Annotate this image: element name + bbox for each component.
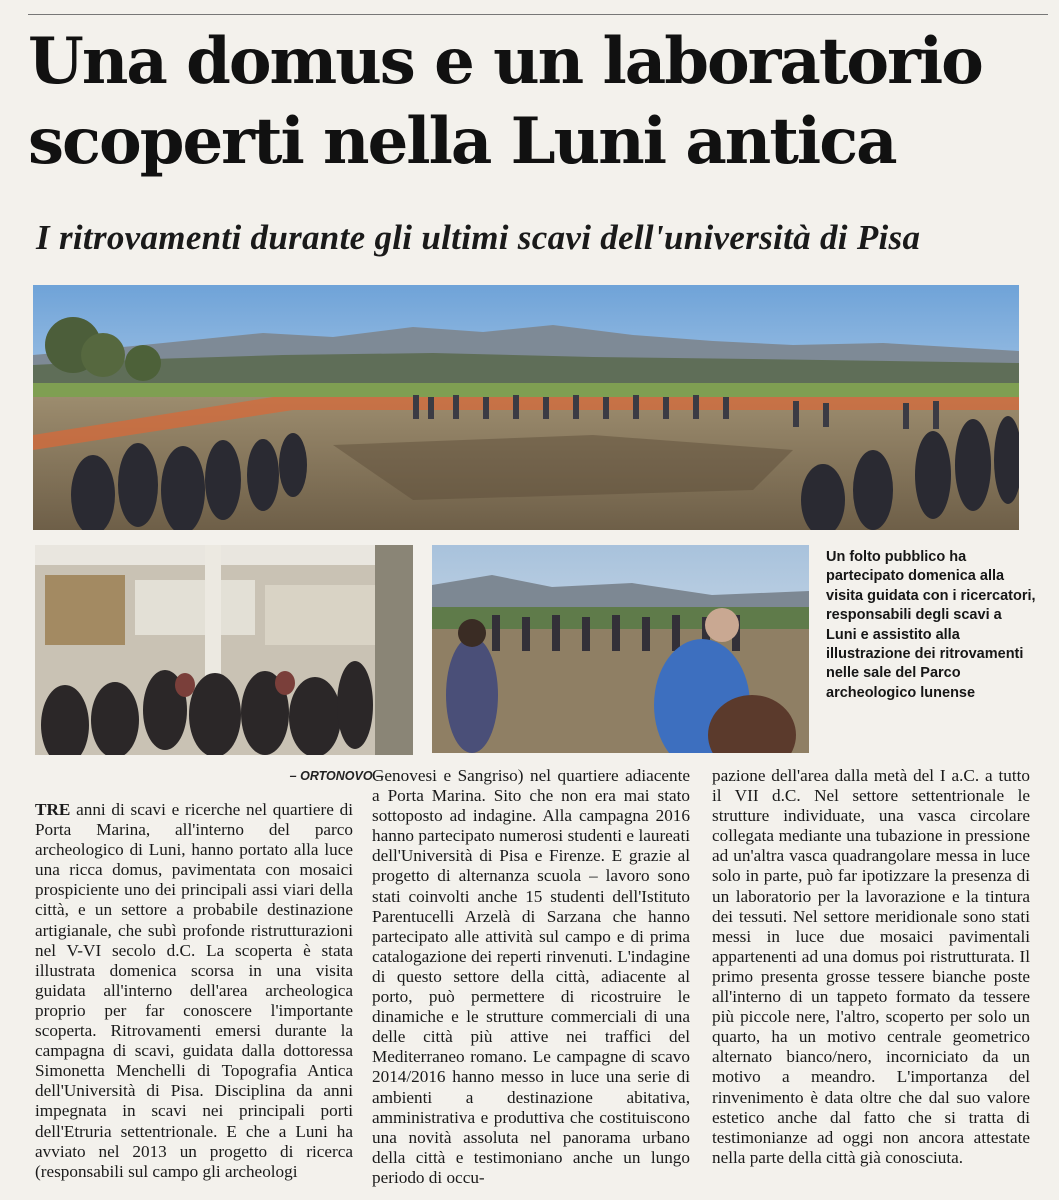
top-rule: [28, 14, 1048, 15]
headline: Una domus e un laboratorio scoperti nella Luni antica: [28, 24, 982, 179]
dateline: – ORTONOVO –: [289, 769, 383, 783]
article-column-1: [35, 800, 353, 1182]
photo-caption: Un folto pubblico ha partecipato domenica alla visita guidata con i ricercatori, responsabili degli scavi a Luni e assistito alla illustrazione dei ritrovamenti nelle sale del Parco archeologico lunense: [826, 549, 1036, 701]
lead-word: TRE: [35, 800, 71, 819]
article-column-2: Genovesi e Sangriso) nel quartiere adiacente a Porta Marina. Sito che non era mai stato sottoposto ad indagine. Alla campagna 2016 hanno partecipato numerosi studenti e laureati dell'Università di Pisa e Firenze. E grazie al progetto di alternanza scuola – lavoro sono stati coinvolti anche 15 studenti dell'Istituto Parentucelli Arzelà di Sarzana che hanno partecipato alle attività sul campo e di prima catalogazione dei reperti rinvenuti. L'indagine di questo settore della città, adiacente al porto, può permettere di ricostruire le dinamiche e le strutture commerciali di una delle città più attive nei traffici del Mediterraneo romano. Le campagne di scavo 2014/2016 hanno messo in luce una serie di ambienti a destinazione abitativa, amministrativa e produttiva che costituiscono una novità assoluta nel panorama urbano della città e testimoniano anche un lungo periodo di occu-: [372, 766, 690, 1187]
excavation-visit-photo: [432, 545, 809, 753]
article-column-3: pazione dell'area dalla metà del I a.C. a tutto il VII d.C. Nel settore settentrionale le strutture individuate, una vasca circolare collegata mediante una tubazione in pressione ad un'altra vasca quadrangolare messa in luce solo in parte, può far ipotizzare la presenza di un laboratorio per la lavorazione e la tintura dei tessuti. Nel settore meridionale sono stati messi in luce due mosaici pavimentali appartenenti ad una domus poi ristrutturata. Il primo presenta grosse tessere bianche poste all'interno di un tappeto formato da tessere più piccole nere, l'altro, scoperto per solo un quarto, ha un motivo centrale geometrico alternato bianco/nero, incorniciato da un motivo a meandro. L'importanza del rinvenimento è data oltre che dal suo valore estetico anche dal fatto che si tratta di testimonianze ad oggi non ancora attestate nella parte della città già conosciuta.: [712, 766, 1030, 1167]
museum-hall-photo: [35, 545, 413, 755]
column-1-text: anni di scavi e ricerche nel quartiere di Porta Marina, all'interno del parco archeologico di Luni, hanno portato alla luce una ricca domus, pavimentata con mosaici prospiciente uno dei principali assi viari della città, e un settore a probabile destinazione artigianale, che subì profonde ristrutturazioni nel V-VI secolo d.C. La scoperta è stata illustrata domenica scorsa in una visita guidata all'interno dell'area archeologica proprio per far conoscere l'importante scoperta. Ritrovamenti emersi durante la campagna di scavi, guidata dalla dottoressa Simonetta Menchelli di Topografia Antica dell'Università di Pisa. Disciplina da anni impegnata in scavi nei principali porti dell'Etruria settentrionale. E che a Luni ha avviato nel 2013 un progetto di ricerca (responsabili sul campo gli archeologi: [35, 800, 353, 1181]
subheadline: I ritrovamenti durante gli ultimi scavi dell'università di Pisa: [36, 218, 921, 257]
excavation-panorama-photo: [33, 285, 1019, 530]
